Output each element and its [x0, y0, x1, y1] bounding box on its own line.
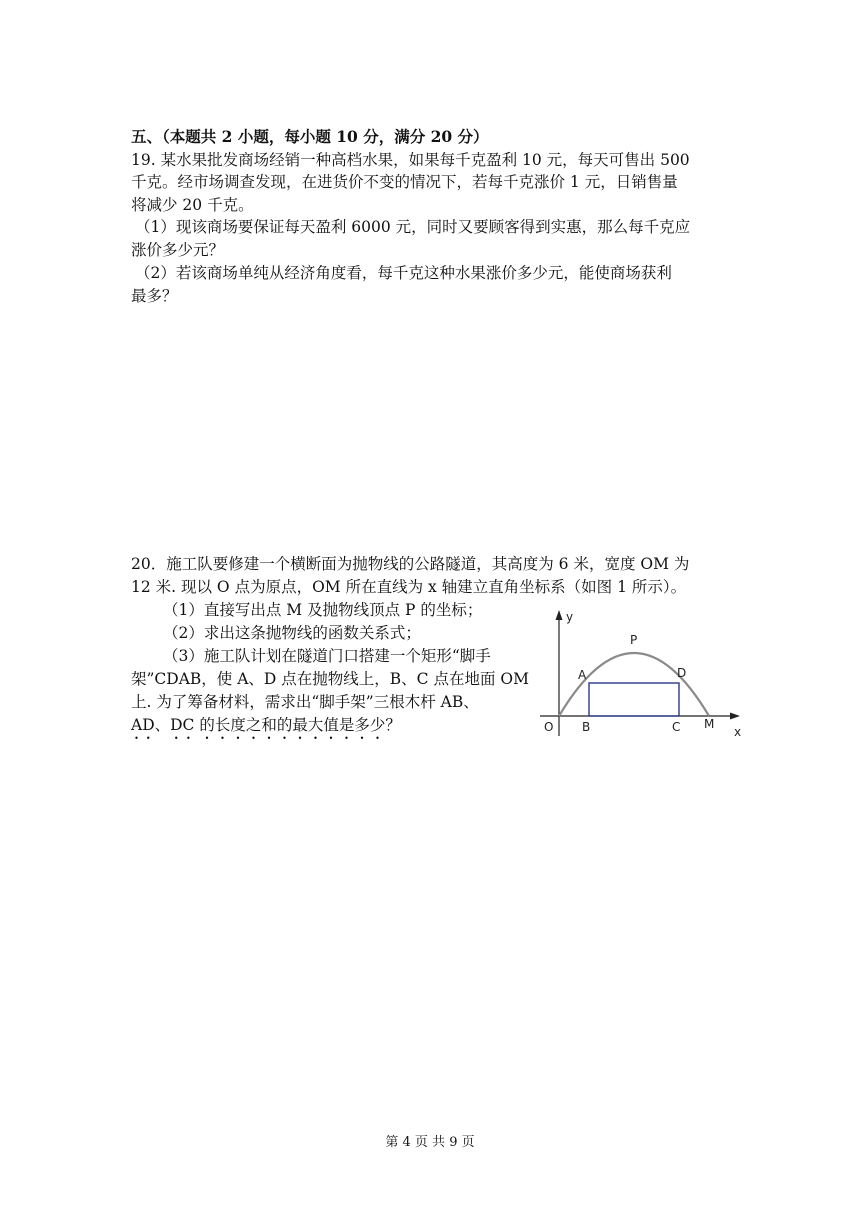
section-heading: 五、（本题共 2 小题，每小题 10 分，满分 20 分）	[131, 127, 489, 146]
q19-line-5: 涨价多少元？	[131, 241, 225, 259]
page-footer: 第 4 页 共 9 页	[385, 1135, 475, 1150]
y-axis-label: y	[566, 610, 574, 624]
q20-line-8: AD、DC 的长度之和的最大值是多少？	[131, 716, 401, 734]
q20-line-4: （2）求出这条抛物线的函数关系式；	[163, 624, 421, 642]
q19-line-3: 将减少 20 千克。	[131, 196, 254, 214]
x-axis-label: x	[734, 725, 742, 739]
point-label-b: B	[582, 720, 591, 734]
point-label-m: M	[704, 717, 715, 731]
q20-line-1: 20．施工队要修建一个横断面为抛物线的公路隧道，其高度为 6 米，宽度 OM 为	[131, 555, 690, 573]
point-label-c: C	[672, 720, 681, 734]
q20-line-7: 上. 为了筹备材料，需求出“脚手架”三根木杆 AB、	[131, 693, 479, 711]
q20-line-6: 架”CDAB，使 A、D 点在抛物线上，B、C 点在地面 OM	[131, 670, 529, 688]
y-axis	[556, 610, 563, 736]
q19-line-4: （1）现该商场要保证每天盈利 6000 元，同时又要顾客得到实惠，那么每千克应	[135, 218, 691, 236]
q20-line-2: 12 米. 现以 O 点为原点，OM 所在直线为 x 轴建立直角坐标系（如图 1 所示）。	[131, 578, 687, 596]
q20-line-5: （3）施工队计划在隧道门口搭建一个矩形“脚手	[163, 647, 491, 665]
point-label-a: A	[578, 668, 587, 682]
origin-label: O	[544, 720, 554, 734]
parabola-curve	[559, 653, 709, 716]
point-label-d: D	[677, 666, 687, 680]
q20-line-3: （1）直接写出点 M 及抛物线顶点 P 的坐标；	[163, 601, 483, 619]
vertex-label-p: P	[630, 633, 638, 647]
scaffold-rectangle	[589, 683, 679, 716]
q19-line-2: 千克。经市场调查发现，在进货价不变的情况下，若每千克涨价 1 元，日销售量	[131, 173, 678, 191]
q19-line-6: （2）若该商场单纯从经济角度看，每千克这种水果涨价多少元，能使商场获利	[135, 264, 672, 282]
q19-line-7: 最多？	[131, 287, 178, 305]
q19-line-1: 19. 某水果批发商场经销一种高档水果，如果每千克盈利 10 元，每天可售出 500	[131, 151, 690, 169]
parabola-figure	[538, 604, 750, 744]
